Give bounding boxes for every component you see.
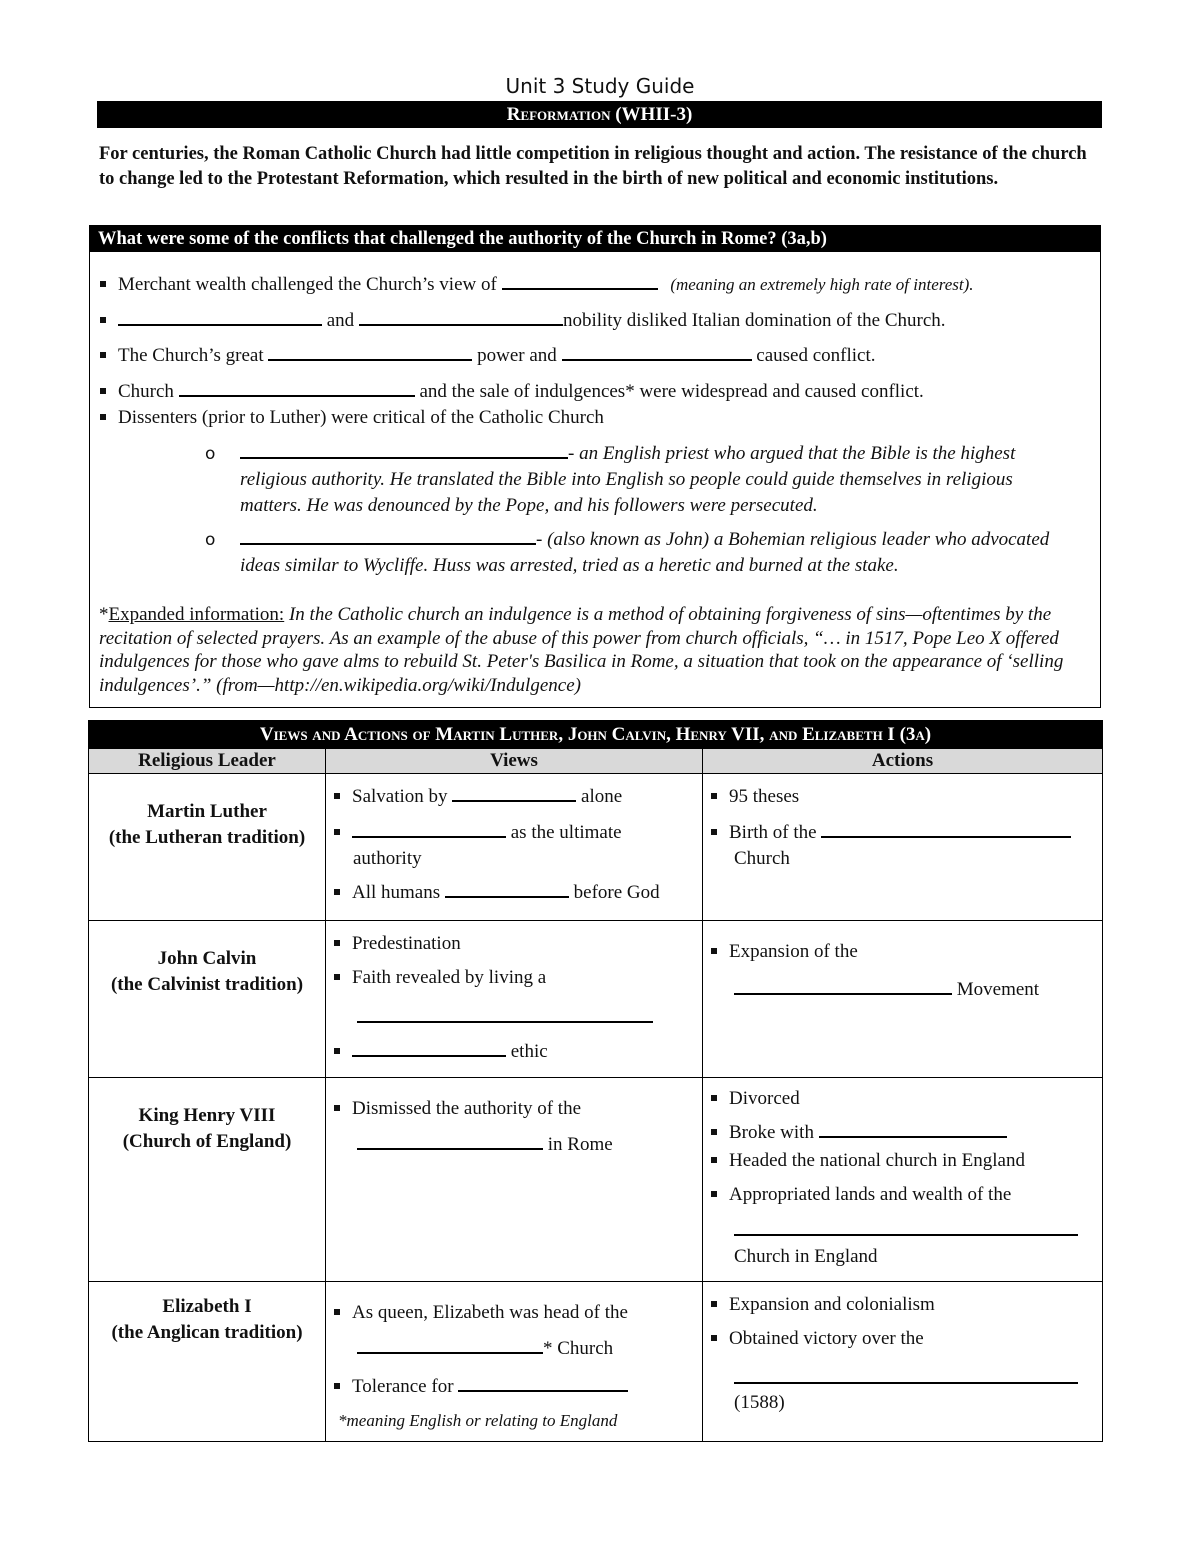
answer-blank[interactable]	[357, 1005, 653, 1023]
bullet-icon	[711, 1129, 717, 1135]
bullet-text: and	[326, 310, 355, 331]
col-header-leader: Religious Leader	[89, 749, 326, 774]
leader-name: John Calvin	[157, 948, 257, 969]
col-header-actions: Actions	[703, 749, 1103, 774]
bullet-icon	[334, 1309, 340, 1315]
bullet-icon	[334, 974, 340, 980]
conflict-bullet-2	[100, 308, 946, 332]
leader-cell	[89, 774, 326, 921]
conflict-bullet-4	[100, 379, 924, 403]
bullet-text: Dissenters (prior to Luther) were critical of the Catholic Church	[118, 407, 604, 428]
bullet-icon	[711, 829, 717, 835]
action-text: Headed the national church in England	[729, 1150, 1025, 1171]
bullet-icon	[100, 317, 106, 323]
bullet-text: Merchant wealth challenged the Church’s view of	[118, 274, 497, 295]
bullet-icon	[334, 889, 340, 895]
table-row	[89, 921, 1103, 1078]
bullet-text: power and	[477, 345, 557, 366]
answer-blank[interactable]	[445, 880, 569, 898]
exp-text: In the Catholic church an indulgence is a method of obtaining forgiveness of sins—oftentimes by the recitation of selected prayers. As an example of the abuse of this power from church officials, “… in 1517, Pope Leo X offered indulgences for those who gave alms to rebuild St. Peter's Basilica in Rome, a situation that took on the appearance of ‘selling indulgences’.” (from—http://en.wikipedia.org/wiki/Indulgence)	[99, 604, 1064, 696]
unit-banner	[97, 101, 1102, 128]
dissenter-text: - an English priest who argued that the Bible is the highest religious authority. He translated the Bible into English so people could guide themselves in religious matters. He was denounced by the Pope, and his followers were persecuted.	[240, 443, 1016, 516]
view-text: Predestination	[352, 933, 461, 954]
bullet-icon	[334, 793, 340, 799]
view-text: As queen, Elizabeth was head of the	[352, 1302, 628, 1323]
bullet-text: nobility disliked Italian domination of the Church.	[562, 310, 946, 331]
dissenter-2	[205, 527, 1078, 579]
answer-blank[interactable]	[179, 379, 415, 397]
bullet-text: The Church’s great	[118, 345, 264, 366]
page-title: Unit 3 Study Guide	[505, 74, 695, 98]
action-text: Obtained victory over the	[729, 1328, 924, 1349]
bullet-icon	[100, 281, 106, 287]
answer-blank[interactable]	[359, 308, 563, 326]
answer-blank[interactable]	[734, 977, 952, 995]
answer-blank[interactable]	[502, 272, 658, 290]
action-text: Broke with	[729, 1122, 814, 1143]
action-text: 95 theses	[729, 786, 800, 807]
view-text: as the ultimate	[510, 822, 622, 843]
dissenter-text: - (also known as John) a Bohemian religious leader who advocated ideas similar to Wycliffe. Huss was arrested, tried as a heretic and burned at the stake.	[240, 529, 1050, 576]
actions-cell	[703, 921, 1103, 1078]
bullet-icon	[711, 1157, 717, 1163]
expanded-information	[99, 603, 1094, 697]
action-text: Expansion of the	[729, 941, 858, 962]
banner-text: Reformation (WHII-3)	[506, 104, 693, 125]
table-header	[89, 721, 1103, 749]
answer-blank[interactable]	[357, 1336, 543, 1354]
answer-blank[interactable]	[118, 308, 322, 326]
answer-blank[interactable]	[734, 1218, 1078, 1236]
view-text: * Church	[543, 1338, 614, 1359]
bullet-icon	[711, 1191, 717, 1197]
bullet-icon	[711, 1335, 717, 1341]
circle-bullet-icon: o	[205, 530, 216, 550]
views-cell	[326, 1078, 703, 1282]
exp-star: *	[99, 604, 109, 625]
view-text: Faith revealed by living a	[352, 967, 547, 988]
leader-tradition: (the Lutheran tradition)	[108, 826, 306, 848]
leader-tradition: (Church of England)	[122, 1130, 292, 1152]
bullet-icon	[711, 1301, 717, 1307]
leader-cell	[89, 921, 326, 1078]
bullet-icon	[334, 1105, 340, 1111]
answer-blank[interactable]	[458, 1374, 628, 1392]
conflict-bullet-1	[100, 272, 974, 296]
actions-cell	[703, 774, 1103, 921]
leaders-table	[88, 720, 1103, 1442]
bullet-icon	[711, 1095, 717, 1101]
col-header-views: Views	[326, 749, 703, 774]
answer-blank[interactable]	[352, 1039, 506, 1057]
bullet-icon	[711, 948, 717, 954]
action-text: Church in England	[734, 1246, 878, 1267]
action-text: Expansion and colonialism	[729, 1294, 935, 1315]
bullet-text: caused conflict.	[756, 345, 876, 366]
view-text: Salvation by	[352, 786, 448, 807]
leader-cell	[89, 1282, 326, 1442]
bullet-icon	[100, 414, 106, 420]
leader-name: King Henry VIII	[138, 1105, 276, 1126]
answer-blank[interactable]	[240, 527, 536, 545]
answer-blank[interactable]	[268, 343, 472, 361]
view-text: Dismissed the authority of the	[352, 1098, 582, 1119]
conflict-bullet-5	[100, 407, 604, 429]
leader-name: Martin Luther	[147, 801, 267, 822]
view-text: before God	[573, 882, 660, 903]
views-cell	[326, 1282, 703, 1442]
circle-bullet-icon: o	[205, 444, 216, 464]
bullet-note: (meaning an extremely high rate of interest).	[670, 275, 974, 294]
bullet-icon	[711, 793, 717, 799]
table-row	[89, 1282, 1103, 1442]
answer-blank[interactable]	[357, 1132, 543, 1150]
conflicts-section	[89, 225, 1101, 708]
answer-blank[interactable]	[452, 784, 576, 802]
table-row	[89, 774, 1103, 921]
views-cell	[326, 921, 703, 1078]
view-text: in Rome	[547, 1134, 613, 1155]
views-cell	[326, 774, 703, 921]
bullet-icon	[334, 1383, 340, 1389]
action-text: Appropriated lands and wealth of the	[729, 1184, 1012, 1205]
bullet-icon	[334, 829, 340, 835]
answer-blank[interactable]	[821, 820, 1071, 838]
action-text: Birth of the	[729, 822, 817, 843]
answer-blank[interactable]	[352, 820, 506, 838]
conflicts-header: What were some of the conflicts that challenged the authority of the Church in Rome? (3a,b)	[90, 226, 1100, 252]
view-text: All humans	[352, 882, 441, 903]
bullet-icon	[100, 388, 106, 394]
action-text: Divorced	[729, 1088, 800, 1109]
footnote-text: *meaning English or relating to England	[338, 1411, 618, 1430]
bullet-icon	[100, 352, 106, 358]
action-text: (1588)	[734, 1392, 785, 1413]
answer-blank[interactable]	[562, 343, 752, 361]
table-header-text: Views and Actions of Martin Luther, John Calvin, Henry VII, and Elizabeth I (3a)	[259, 724, 932, 745]
bullet-text: and the sale of indulgences* were widespread and caused conflict.	[419, 381, 924, 402]
actions-cell	[703, 1078, 1103, 1282]
view-text: authority	[353, 848, 422, 869]
leader-tradition: (the Anglican tradition)	[111, 1321, 303, 1343]
view-text: ethic	[510, 1041, 548, 1062]
answer-blank[interactable]	[734, 1366, 1078, 1384]
leader-cell	[89, 1078, 326, 1282]
bullet-icon	[334, 940, 340, 946]
view-text: Tolerance for	[352, 1376, 454, 1397]
dissenter-1	[205, 441, 1078, 519]
intro-paragraph: For centuries, the Roman Catholic Church had little competition in religious thought and action. The resistance of the church to change led to the Protestant Reformation, which resulted in the birth of new political and economic institutions.	[99, 144, 1087, 189]
leader-name: Elizabeth I	[162, 1296, 252, 1317]
leader-tradition: (the Calvinist tradition)	[110, 973, 304, 995]
action-text: Church	[734, 848, 790, 869]
actions-cell	[703, 1282, 1103, 1442]
answer-blank[interactable]	[240, 441, 568, 459]
view-text: alone	[581, 786, 623, 807]
answer-blank[interactable]	[819, 1120, 1007, 1138]
conflict-bullet-3	[100, 343, 876, 367]
table-row	[89, 1078, 1103, 1282]
action-text: Movement	[956, 979, 1040, 1000]
exp-label: Expanded information:	[108, 604, 285, 625]
bullet-icon	[334, 1048, 340, 1054]
bullet-text: Church	[118, 381, 174, 402]
